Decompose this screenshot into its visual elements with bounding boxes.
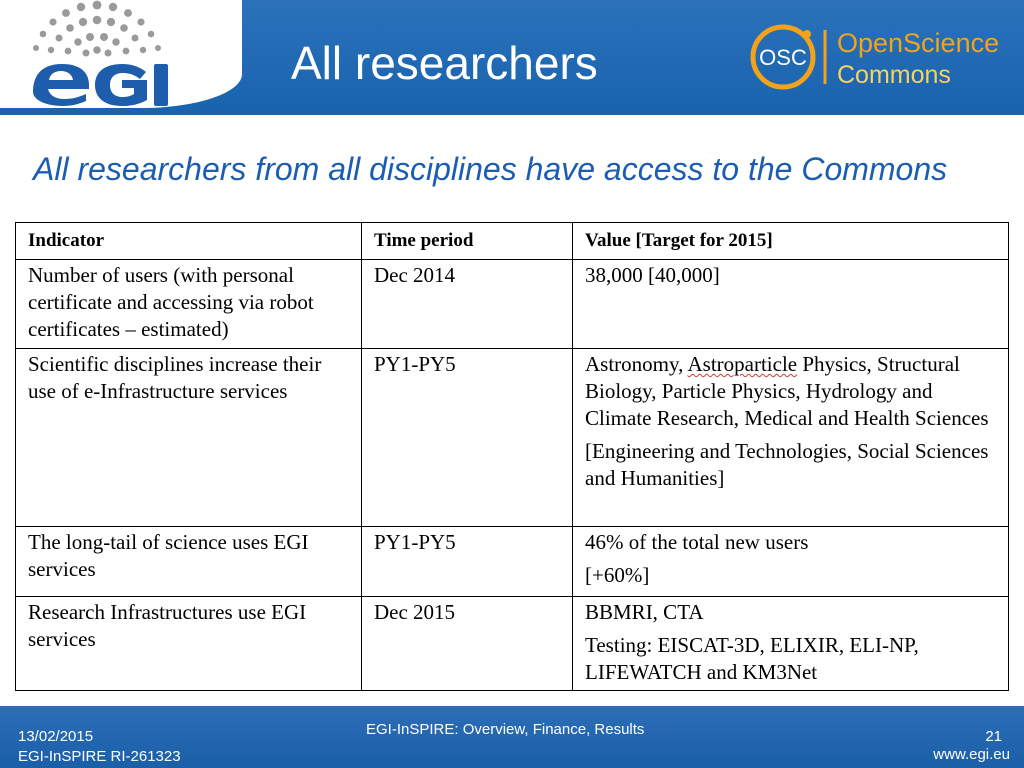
slide-title: All researchers xyxy=(291,37,598,89)
time-period-cell: PY1-PY5 xyxy=(362,527,573,597)
indicator-cell: The long-tail of science uses EGI services xyxy=(16,527,362,597)
time-period-cell: Dec 2015 xyxy=(362,597,573,691)
indicator-cell: Number of users (with personal certificate and accessing via robot certificates – estimated) xyxy=(16,260,362,349)
osc-logo-name-line2: Commons xyxy=(837,61,951,89)
table-row xyxy=(16,349,1009,527)
spellcheck-flagged-word: Astroparticle xyxy=(687,352,798,376)
time-period-cell: PY1-PY5 xyxy=(362,349,573,527)
slide-header xyxy=(0,0,1024,115)
target-disciplines: [Engineering and Technologies, Social Sciences and Humanities] xyxy=(585,439,989,490)
value-cell xyxy=(573,597,1009,691)
value-main: 46% of the total new users xyxy=(585,530,809,554)
footer-date: 13/02/2015 xyxy=(18,728,94,745)
value-testing: Testing: EISCAT-3D, ELIXIR, ELI-NP, LIFEWATCH and KM3Net xyxy=(585,633,919,684)
egi-logo-letter-i xyxy=(154,64,168,106)
value-cell: 38,000 [40,000] xyxy=(573,260,1009,349)
indicator-cell: Research Infrastructures use EGI services xyxy=(16,597,362,691)
egi-logo-panel xyxy=(0,0,242,108)
footer-page-number: 21 xyxy=(985,728,1002,745)
table-row xyxy=(16,260,1009,349)
osc-logo-name-line1: OpenScience xyxy=(837,28,1000,58)
indicator-cell: Scientific disciplines increase their use of e-Infrastructure services xyxy=(16,349,362,527)
osc-logo-badge: OSC xyxy=(759,45,807,70)
indicator-table xyxy=(15,222,1009,691)
osc-logo-dot xyxy=(803,30,811,38)
value-main: BBMRI, CTA xyxy=(585,600,704,624)
table-header-row xyxy=(16,223,1009,260)
time-period-cell: Dec 2014 xyxy=(362,260,573,349)
egi-logo xyxy=(26,0,176,106)
slide-subtitle: All researchers from all disciplines have access to the Commons xyxy=(33,151,948,187)
disciplines-suffix: Physics, Structural Biology, Particle Physics, Hydrology and Climate Research, Medical and Health Sciences xyxy=(585,352,989,430)
column-header-time-period: Time period xyxy=(362,223,573,260)
egi-logo-dots xyxy=(33,1,161,57)
egi-logo-letter-e xyxy=(33,64,89,106)
disciplines-prefix: Astronomy, xyxy=(585,352,688,376)
value-cell xyxy=(573,349,1009,527)
column-header-indicator: Indicator xyxy=(16,223,362,260)
table-row xyxy=(16,527,1009,597)
value-target: [+60%] xyxy=(585,563,650,587)
disciplines-list xyxy=(585,351,998,432)
footer-presentation-title: EGI-InSPIRE: Overview, Finance, Results xyxy=(366,721,645,738)
footer-url: www.egi.eu xyxy=(933,746,1010,763)
open-science-commons-logo xyxy=(749,22,1019,92)
column-header-value-target: Value [Target for 2015] xyxy=(573,223,1009,260)
footer-project-id: EGI-InSPIRE RI-261323 xyxy=(18,748,181,765)
egi-logo-letter-g xyxy=(95,64,147,106)
table-row xyxy=(16,597,1009,691)
value-cell xyxy=(573,527,1009,597)
